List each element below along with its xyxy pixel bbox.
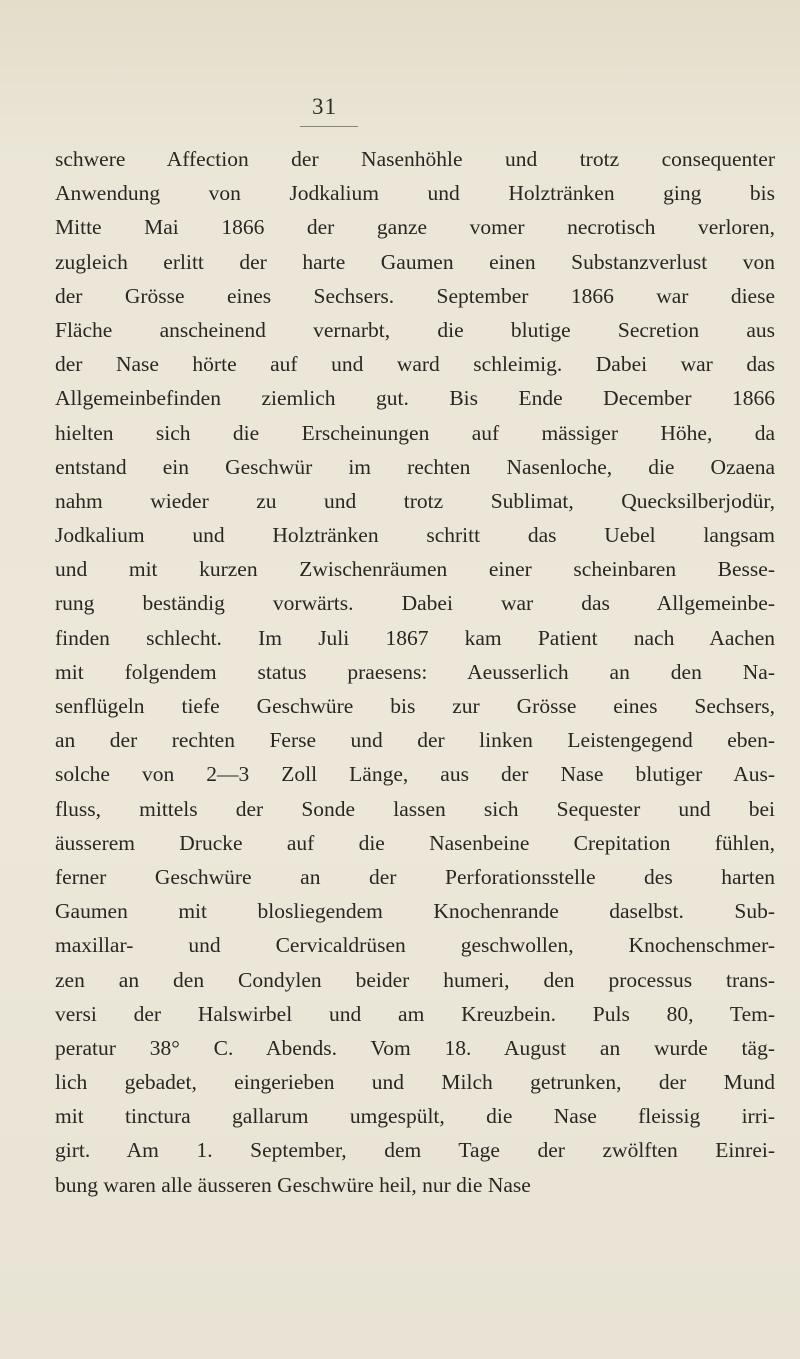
- text-line: hielten sich die Erscheinungen auf mässiger Höhe, da: [55, 420, 775, 445]
- text-line: nahm wieder zu und trotz Sublimat, Quecksilberjodür,: [55, 488, 775, 513]
- text-line: der Nase hörte auf und ward schleimig. Dabei war das: [55, 352, 775, 377]
- text-line: und mit kurzen Zwischenräumen einer scheinbaren Besse-: [55, 557, 775, 582]
- text-line: solche von 2—3 Zoll Länge, aus der Nase blutiger Aus-: [55, 762, 775, 787]
- text-line: Mitte Mai 1866 der ganze vomer necrotisch verloren,: [55, 215, 775, 240]
- text-line: versi der Halswirbel und am Kreuzbein. Puls 80, Tem-: [55, 1001, 775, 1026]
- text-line: zugleich erlitt der harte Gaumen einen Substanzverlust von: [55, 249, 775, 274]
- text-line: senflügeln tiefe Geschwüre bis zur Grösse eines Sechsers,: [55, 694, 775, 718]
- text-line: ferner Geschwüre an der Perforationsstelle des harten: [55, 864, 775, 889]
- text-line: Gaumen mit blosliegendem Knochenrande daselbst. Sub-: [55, 899, 775, 924]
- text-line: Fläche anscheinend vernarbt, die blutige Secretion aus: [55, 317, 775, 342]
- text-line: mit folgendem status praesens: Aeusserlich an den Na-: [55, 659, 775, 684]
- text-line: schwere Affection der Nasenhöhle und trotz consequenter: [55, 147, 775, 171]
- text-line: Jodkalium und Holztränken schritt das Uebel langsam: [55, 523, 775, 548]
- page-number-rule: [300, 126, 358, 127]
- body-text: [55, 142, 775, 1202]
- text-line: zen an den Condylen beider humeri, den processus trans-: [55, 967, 775, 992]
- text-line: entstand ein Geschwür im rechten Nasenloche, die Ozaena: [55, 454, 775, 479]
- text-line: fluss, mittels der Sonde lassen sich Sequester und bei: [55, 796, 775, 821]
- text-line: an der rechten Ferse und der linken Leistengegend eben-: [55, 728, 775, 753]
- page-number: 31: [312, 94, 337, 119]
- text-line: maxillar- und Cervicaldrüsen geschwollen, Knochenschmer-: [55, 933, 775, 958]
- text-line: mit tinctura gallarum umgespült, die Nase fleissig irri-: [55, 1104, 775, 1129]
- text-line: finden schlecht. Im Juli 1867 kam Patient nach Aachen: [55, 625, 775, 650]
- text-line: girt. Am 1. September, dem Tage der zwölften Einrei-: [55, 1138, 775, 1163]
- text-line: lich gebadet, eingerieben und Milch getrunken, der Mund: [55, 1070, 775, 1095]
- text-line: bung waren alle äusseren Geschwüre heil, nur die Nase: [55, 1172, 531, 1197]
- text-line: Anwendung von Jodkalium und Holztränken ging bis: [55, 181, 775, 206]
- text-line: Allgemeinbefinden ziemlich gut. Bis Ende December 1866: [55, 386, 775, 411]
- text-line: der Grösse eines Sechsers. September 1866 war diese: [55, 283, 775, 308]
- text-line: rung beständig vorwärts. Dabei war das Allgemeinbe-: [55, 591, 775, 616]
- text-line: äusserem Drucke auf die Nasenbeine Crepitation fühlen,: [55, 830, 775, 855]
- text-line: peratur 38° C. Abends. Vom 18. August an wurde täg-: [55, 1035, 775, 1060]
